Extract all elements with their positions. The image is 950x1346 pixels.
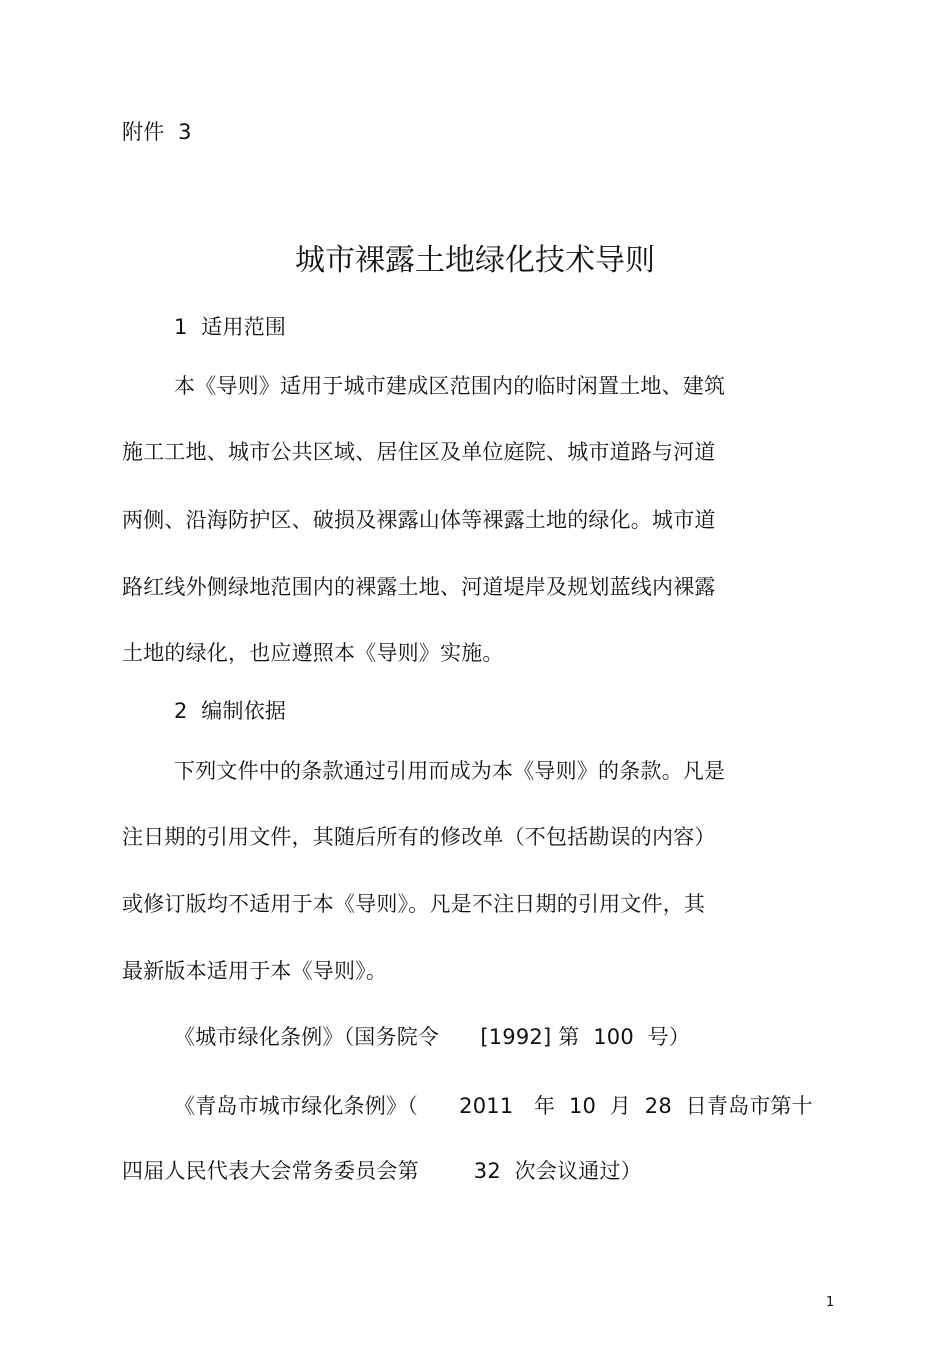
- section-heading-scope: 1 适用范围: [174, 315, 287, 339]
- section-heading-basis: 2 编制依据: [174, 699, 287, 723]
- paragraph-line: 两侧、沿海防护区、破损及裸露山体等裸露土地的绿化。城市道: [122, 508, 716, 532]
- reference-item: 《青岛市城市绿化条例》（ 2011 年 10 月 28 日青岛市第十: [174, 1094, 813, 1118]
- attachment-label: 附件 3: [122, 120, 192, 144]
- page-number: 1: [826, 1295, 835, 1310]
- paragraph-line: 最新版本适用于本《导则》。: [122, 959, 388, 983]
- reference-item: 《城市绿化条例》（国务院令 [1992] 第 100 号）: [174, 1025, 691, 1049]
- paragraph-line: 本《导则》适用于城市建成区范围内的临时闲置土地、建筑: [174, 374, 726, 398]
- paragraph-line: 或修订版均不适用于本《导则》。凡是不注日期的引用文件，其: [122, 892, 706, 916]
- paragraph-line: 土地的绿化，也应遵照本《导则》实施。: [122, 641, 504, 665]
- paragraph-line: 注日期的引用文件，其随后所有的修改单（不包括勘误的内容）: [122, 825, 716, 849]
- paragraph-line: 下列文件中的条款通过引用而成为本《导则》的条款。凡是: [174, 759, 726, 783]
- reference-item: 四届人民代表大会常务委员会第 32 次会议通过）: [122, 1159, 642, 1183]
- document-title: 城市裸露土地绿化技术导则: [295, 243, 655, 278]
- paragraph-line: 施工工地、城市公共区域、居住区及单位庭院、城市道路与河道: [122, 440, 716, 464]
- paragraph-line: 路红线外侧绿地范围内的裸露土地、河道堤岸及规划蓝线内裸露: [122, 575, 716, 599]
